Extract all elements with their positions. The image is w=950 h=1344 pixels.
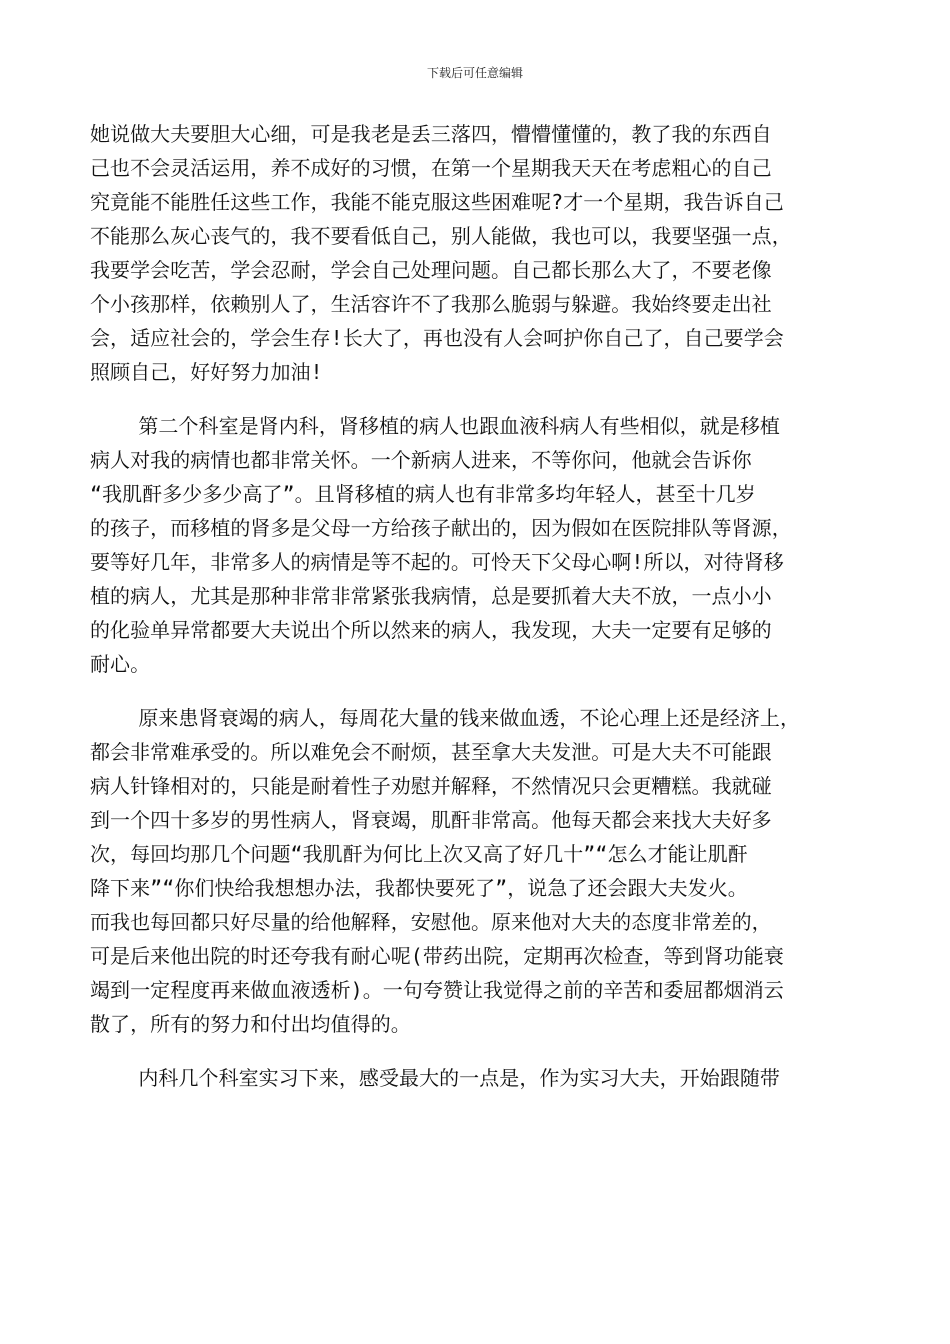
paragraph-4 <box>90 1061 880 1095</box>
text-line: 散了，所有的努力和付出均值得的。 <box>90 1012 411 1036</box>
text-line: 原来患肾衰竭的病人，每周花大量的钱来做血透，不论心理上还是经济上， <box>90 706 801 730</box>
text-line: 第二个科室是肾内科，肾移植的病人也跟血液科病人有些相似，就是移植 <box>90 414 780 438</box>
text-line: 个小孩那样，依赖别人了，生活容许不了我那么脆弱与躲避。我始终要走出社 <box>90 292 772 316</box>
text-line: 不能那么灰心丧气的，我不要看低自己，别人能做，我也可以，我要坚强一点， <box>90 224 792 248</box>
text-line: 病人针锋相对的，只能是耐着性子劝慰并解释，不然情况只会更糟糕。我就碰 <box>90 774 772 798</box>
text-line: 耐心。 <box>90 652 151 676</box>
text-line: 要等好几年，非常多人的病情是等不起的。可怜天下父母心啊!所以，对待肾移 <box>90 550 784 574</box>
text-line: 她说做大夫要胆大心细，可是我老是丢三落四，懵懵懂懂的，教了我的东西自 <box>90 122 772 146</box>
text-line: 而我也每回都只好尽量的给他解释，安慰他。原来他对大夫的态度非常差的， <box>90 910 772 934</box>
text-line: 次，每回均那几个问题“我肌酐为何比上次又高了好几十”“怎么才能让肌酐 <box>90 842 748 866</box>
text-line: 降下来”“你们快给我想想办法，我都快要死了”，说急了还会跟大夫发火。 <box>90 876 748 900</box>
text-line: 会，适应社会的，学会生存!长大了，再也没有人会呵护你自己了，自己要学会 <box>90 326 784 350</box>
text-line: “我肌酐多少多少高了”。且肾移植的病人也有非常多均年轻人，甚至十几岁 <box>90 482 756 506</box>
text-line: 的孩子，而移植的肾多是父母一方给孩子献出的，因为假如在医院排队等肾源， <box>90 516 792 540</box>
paragraph-2 <box>90 409 880 681</box>
text-line: 可是后来他出院的时还夸我有耐心呢(带药出院，定期再次检查，等到肾功能衰 <box>90 944 784 968</box>
text-line: 病人对我的病情也都非常关怀。一个新病人进来，不等你问，他就会告诉你 <box>90 448 752 472</box>
text-line: 内科几个科室实习下来，感受最大的一点是，作为实习大夫，开始跟随带 <box>90 1066 780 1090</box>
text-line: 我要学会吃苦，学会忍耐，学会自己处理问题。自己都长那么大了，不要老像 <box>90 258 772 282</box>
text-line: 植的病人，尤其是那种非常非常紧张我病情，总是要抓着大夫不放，一点小小 <box>90 584 772 608</box>
text-line: 照顾自己，好好努力加油! <box>90 360 323 384</box>
text-line: 的化验单异常都要大夫说出个所以然来的病人，我发现，大夫一定要有足够的 <box>90 618 772 642</box>
paragraph-3 <box>90 701 880 1041</box>
paragraph-1 <box>90 117 880 389</box>
page-header: 下载后可任意编辑 <box>426 66 523 80</box>
text-line: 都会非常难承受的。所以难免会不耐烦，甚至拿大夫发泄。可是大夫不可能跟 <box>90 740 772 764</box>
text-line: 竭到一定程度再来做血液透析)。一句夸赞让我觉得之前的辛苦和委屈都烟消云 <box>90 978 784 1002</box>
text-line: 到一个四十多岁的男性病人，肾衰竭，肌酐非常高。他每天都会来找大夫好多 <box>90 808 772 832</box>
text-line: 究竟能不能胜任这些工作，我能不能克服这些困难呢?才一个星期，我告诉自己 <box>90 190 784 214</box>
text-line: 己也不会灵活运用，养不成好的习惯，在第一个星期我天天在考虑粗心的自己 <box>90 156 772 180</box>
document-body <box>90 117 880 1115</box>
